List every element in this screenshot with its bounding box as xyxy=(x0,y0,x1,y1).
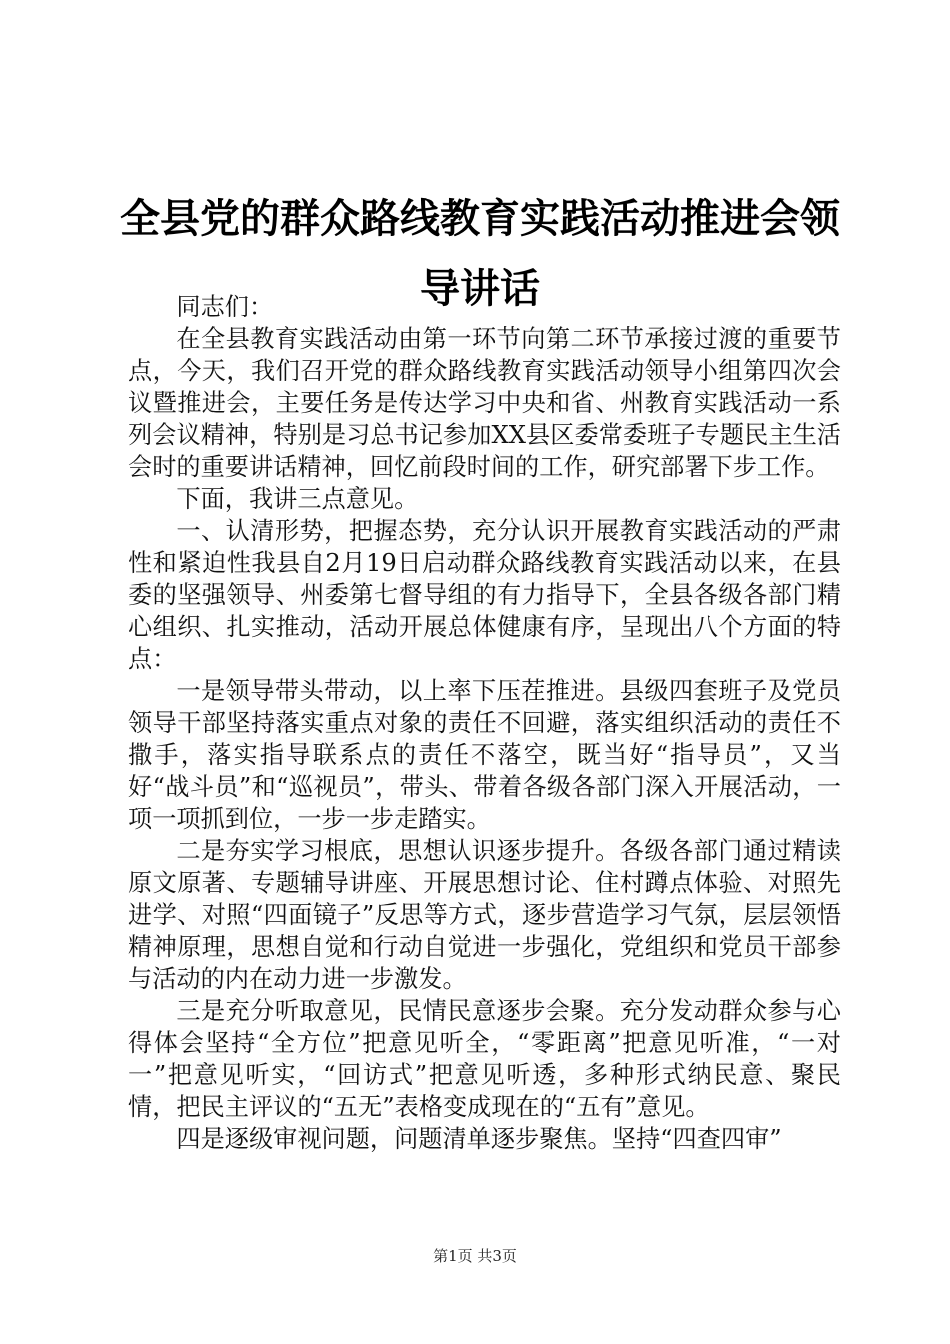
paragraph-salutation: 同志们： xyxy=(176,293,274,321)
paragraph-point-three: 三是充分听取意见，民情民意逐步会聚。充分发动群众参与心得体会坚持“全方位”把意见听全，“零距离”把意见听准，“一对一”把意见听实，“回访式”把意见听透，多种形式纳民意、聚民情，把民主评议的“五无”表格变成现在的“五有”意见。 xyxy=(128,997,841,1121)
paragraph-intro: 在全县教育实践活动由第一环节向第二环节承接过渡的重要节点，今天，我们召开党的群众路线教育实践活动领导小组第四次会议暨推进会，主要任务是传达学习中央和省、州教育实践活动一系列会议精神，特别是习总书记参加XX县区委常委班子专题民主生活会时的重要讲话精神，回忆前段时间的工作，研究部署下步工作。 xyxy=(128,325,841,481)
paragraph-three-points: 下面，我讲三点意见。 xyxy=(176,485,419,513)
paragraph-section-one: 一、认清形势，把握态势，充分认识开展教育实践活动的严肃性和紧迫性我县自2月19日启动群众路线教育实践活动以来，在县委的坚强领导、州委第七督导组的有力指导下，全县各级各部门精心组织、扎实推动，活动开展总体健康有序，呈现出八个方面的特点： xyxy=(128,517,841,673)
page-footer: 第1页 共3页 xyxy=(433,1247,517,1265)
document-body xyxy=(128,291,841,1155)
paragraph-point-four: 四是逐级审视问题，问题清单逐步聚焦。坚持“四查四审” xyxy=(176,1125,782,1153)
paragraph-point-one: 一是领导带头带动，以上率下压茬推进。县级四套班子及党员领导干部坚持落实重点对象的责任不回避，落实组织活动的责任不撒手，落实指导联系点的责任不落空，既当好“指导员”，又当好“战斗员”和“巡视员”，带头、带着各级各部门深入开展活动，一项一项抓到位，一步一步走踏实。 xyxy=(128,677,841,833)
document-title: 全县党的群众路线教育实践活动推进会领导讲话 xyxy=(120,194,840,312)
paragraph-point-two: 二是夯实学习根底，思想认识逐步提升。各级各部门通过精读原文原著、专题辅导讲座、开展思想讨论、住村蹲点体验、对照先进学、对照“四面镜子”反思等方式，逐步营造学习气氛，层层领悟精神原理，思想自觉和行动自觉进一步强化，党组织和党员干部参与活动的内在动力进一步激发。 xyxy=(128,837,841,993)
